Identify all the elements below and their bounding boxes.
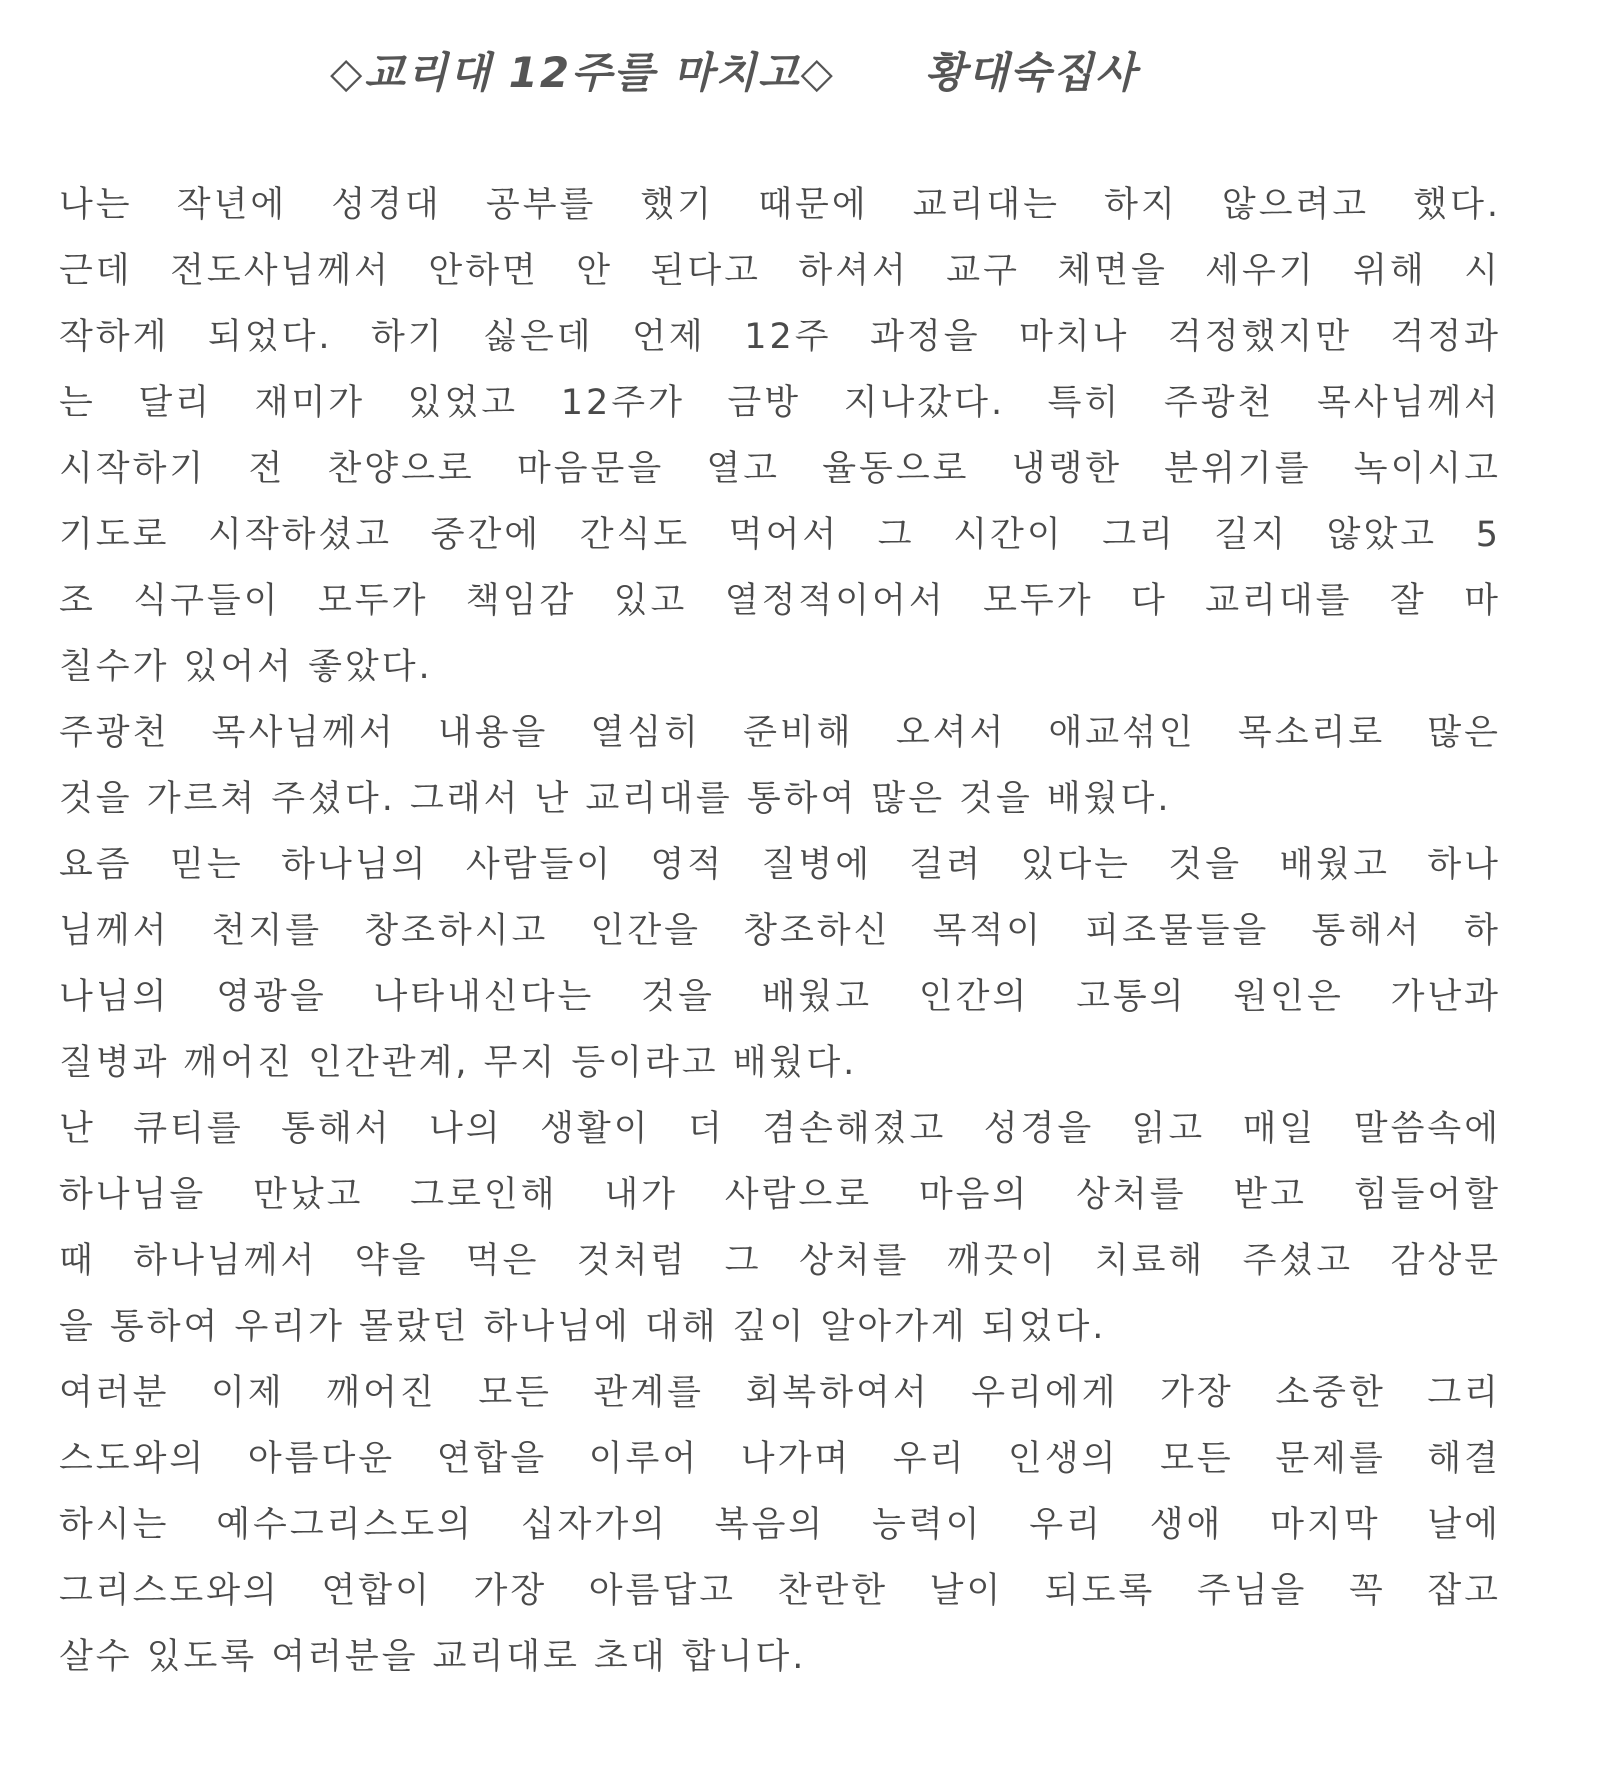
text-line: 것을 가르쳐 주셨다. 그래서 난 교리대를 통하여 많은 것을 배웠다. (59, 779, 1172, 819)
text-line: 주광천 목사님께서 내용을 열심히 준비해 오셔서 애교섞인 목소리로 많은 (59, 713, 1501, 753)
text-line: 칠수가 있어서 좋았다. (59, 647, 433, 687)
text-line: 그리스도와의 연합이 가장 아름답고 찬란한 날이 되도록 주님을 꼭 잡고 (59, 1571, 1501, 1611)
document-title (330, 40, 1138, 100)
text-line: 시작하기 전 찬양으로 마음문을 열고 율동으로 냉랭한 분위기를 녹이시고 (59, 449, 1501, 489)
text-line: 여러분 이제 깨어진 모든 관계를 회복하여서 우리에게 가장 소중한 그리 (59, 1373, 1501, 1413)
text-line: 기도로 시작하셨고 중간에 간식도 먹어서 그 시간이 그리 길지 않았고 5 (59, 515, 1501, 555)
text-line: 조 식구들이 모두가 책임감 있고 열정적이어서 모두가 다 교리대를 잘 마 (59, 581, 1501, 621)
text-line: 작하게 되었다. 하기 싫은데 언제 12주 과정을 마치나 걱정했지만 걱정과 (59, 317, 1501, 357)
text-line: 근데 전도사님께서 안하면 안 된다고 하셔서 교구 체면을 세우기 위해 시 (59, 251, 1501, 291)
text-line: 때 하나님께서 약을 먹은 것처럼 그 상처를 깨끗이 치료해 주셨고 감상문 (59, 1241, 1501, 1281)
document-body (59, 172, 1501, 1690)
text-line: 을 통하여 우리가 몰랐던 하나님에 대해 깊이 알아가게 되었다. (59, 1307, 1107, 1347)
text-line: 님께서 천지를 창조하시고 인간을 창조하신 목적이 피조물들을 통해서 하 (59, 911, 1501, 951)
text-line: 질병과 깨어진 인간관계, 무지 등이라고 배웠다. (59, 1043, 858, 1083)
text-line: 요즘 믿는 하나님의 사람들이 영적 질병에 걸려 있다는 것을 배웠고 하나 (59, 845, 1501, 885)
text-line: 나는 작년에 성경대 공부를 했기 때문에 교리대는 하지 않으려고 했다. (59, 185, 1501, 225)
text-line: 나님의 영광을 나타내신다는 것을 배웠고 인간의 고통의 원인은 가난과 (59, 977, 1501, 1017)
text-line: 는 달리 재미가 있었고 12주가 금방 지나갔다. 특히 주광천 목사님께서 (59, 383, 1501, 423)
text-line: 하나님을 만났고 그로인해 내가 사람으로 마음의 상처를 받고 힘들어할 (59, 1175, 1501, 1215)
text-line: 살수 있도록 여러분을 교리대로 초대 합니다. (59, 1637, 807, 1677)
title-text: ◇교리대 12주를 마치고◇ (330, 48, 835, 97)
text-line: 스도와의 아름다운 연합을 이루어 나가며 우리 인생의 모든 문제를 해결 (59, 1439, 1501, 1479)
text-line: 난 큐티를 통해서 나의 생활이 더 겸손해졌고 성경을 읽고 매일 말씀속에 (59, 1109, 1501, 1149)
author-name: 황대숙집사 (924, 48, 1138, 97)
text-line: 하시는 예수그리스도의 십자가의 복음의 능력이 우리 생애 마지막 날에 (59, 1505, 1501, 1545)
